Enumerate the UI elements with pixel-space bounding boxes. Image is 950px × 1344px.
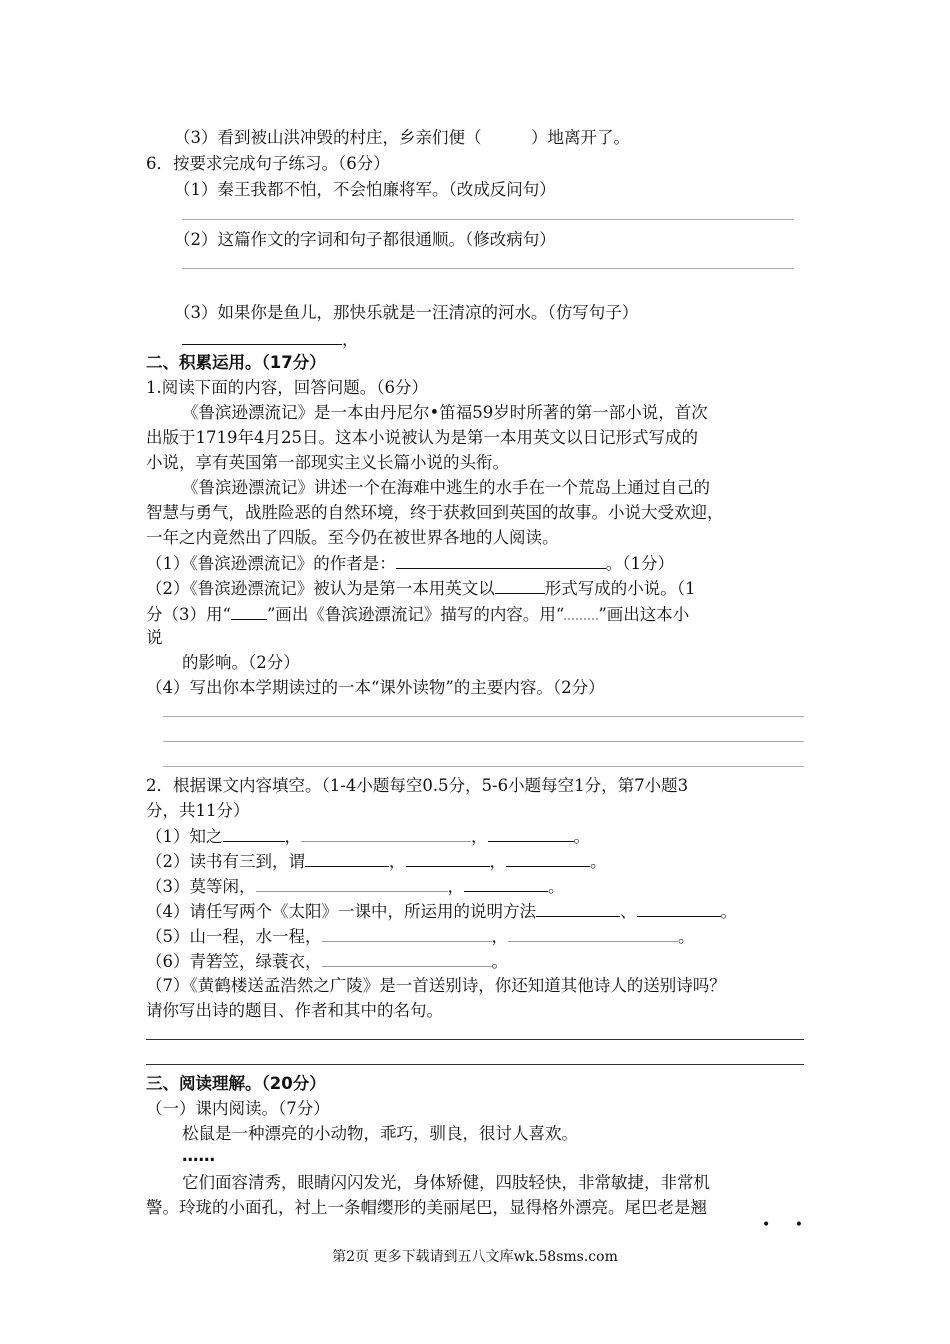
reading-line: 松鼠是一种漂亮的小动物，乖巧，驯良，很讨人喜欢。: [182, 1124, 578, 1143]
answer-line[interactable]: [146, 1064, 804, 1065]
q1-3-wrap: 说: [146, 628, 163, 647]
q2-heading: 2．根据课文内容填空。（1-4小题每空0.5分，5-6小题每空1分，第7小题3: [146, 776, 689, 795]
reading-ellipsis: ……: [182, 1146, 215, 1165]
q1-2-row: [146, 577, 696, 600]
comma: ，: [389, 852, 406, 871]
q1-2-suffix: 形式写成的小说。（1: [544, 579, 696, 598]
reading-line: 警。玲珑的小面孔，衬上一条帽缨形的美丽尾巴，显得格外漂亮。尾巴老是翘: [146, 1198, 707, 1217]
page-footer: 第2页 更多下载请到五八文库wk.58sms.com: [332, 1249, 618, 1265]
period: 。: [548, 877, 565, 896]
q1-3-points: 的影响。（2分）: [182, 653, 300, 672]
fill-prompt: （6）青箬笠，绿蓑衣，: [146, 952, 322, 971]
passage-line: 小说，享有英国第一部现实主义长篇小说的头衔。: [146, 453, 509, 472]
section-3-heading: 三、阅读理解。（20分）: [146, 1074, 326, 1093]
fill-blank[interactable]: [488, 825, 574, 842]
period: 。: [491, 952, 508, 971]
q6-3-text: （3）如果你是鱼儿，那快乐就是一汪清凉的河水。（仿写句子）: [174, 303, 639, 322]
fill-blank[interactable]: [182, 328, 342, 345]
q1-3-suffix: ”画出这本小: [598, 605, 690, 624]
fill-blank[interactable]: [223, 825, 285, 842]
subsection-heading: （一）课内阅读。（7分）: [146, 1099, 330, 1118]
q1-heading: 1.阅读下面的内容，回答问题。（6分）: [146, 378, 428, 397]
comma: ，: [491, 927, 508, 946]
fill-blank[interactable]: [464, 875, 548, 892]
period: 。: [678, 927, 695, 946]
fill-row-3: [146, 875, 565, 898]
answer-line[interactable]: [182, 219, 794, 220]
passage-line: 智慧与勇气，战胜险恶的自然环境，终于获救回到英国的故事。小说大受欢迎，: [146, 503, 724, 522]
fill-prompt: （2）读书有三到，谓: [146, 852, 305, 871]
section-2-heading: 二、积累运用。（17分）: [146, 353, 326, 372]
fill-blank[interactable]: [305, 850, 389, 867]
comma: ，: [447, 877, 464, 896]
fill-blank[interactable]: [301, 825, 471, 842]
q6-1-text: （1）秦王我都不怕，不会怕廉将军。（改成反问句）: [174, 180, 556, 199]
q1-1-prompt: （1）《鲁滨逊漂流记》的作者是：: [146, 554, 396, 573]
comma: ，: [471, 827, 488, 846]
q1-3-prefix: 分（3）用“: [146, 605, 231, 624]
fill-prompt: （5）山一程，水一程，: [146, 927, 322, 946]
answer-line[interactable]: [163, 741, 804, 742]
underline-sample: [231, 603, 267, 620]
fill-row-7: （7）《黄鹤楼送孟浩然之广陵》是一首送别诗，你还知道其他诗人的送别诗吗？: [146, 976, 726, 995]
q1-3-row: [146, 602, 689, 626]
answer-line[interactable]: [163, 716, 804, 717]
fill-prompt: （1）知之: [146, 827, 223, 846]
q5-3-text: （3）看到被山洪冲毁的村庄，乡亲们便（ ）地离开了。: [174, 128, 630, 147]
fill-blank[interactable]: [322, 950, 492, 967]
period: 。: [720, 902, 737, 921]
fill-row-1: （1）知之 ， ， 。: [146, 827, 590, 846]
fill-blank[interactable]: [256, 875, 448, 892]
fill-blank[interactable]: [508, 925, 678, 942]
passage-line: 《鲁滨逊漂流记》讲述一个在海难中逃生的水手在一个荒岛上通过自己的: [182, 478, 710, 497]
fill-row-6: [146, 950, 508, 973]
fill-row-5: [146, 925, 695, 948]
reading-line: 它们面容清秀，眼睛闪闪发光，身体矫健，四肢轻快，非常敏捷，非常机: [182, 1173, 710, 1192]
q1-1-points: 。（1分）: [605, 554, 674, 573]
fill-blank[interactable]: [506, 850, 590, 867]
period: 。: [573, 827, 590, 846]
answer-line[interactable]: [163, 766, 804, 767]
q1-2-prompt: （2）《鲁滨逊漂流记》被认为是第一本用英文以: [146, 579, 495, 598]
period: 。: [590, 852, 607, 871]
fill-blank[interactable]: [637, 900, 721, 917]
passage-line: 《鲁滨逊漂流记》是一本由丹尼尔•笛福59岁时所著的第一部小说，首次: [182, 403, 708, 422]
fill-blank[interactable]: [406, 850, 490, 867]
fill-blank[interactable]: [495, 577, 545, 594]
q1-3-middle: ”画出《鲁滨逊漂流记》描写的内容。用“: [266, 605, 565, 624]
q6-2-text: （2）这篇作文的字词和句子都很通顺。（修改病句）: [174, 230, 556, 249]
comma: ，: [342, 330, 359, 349]
q6-heading: 6．按要求完成句子练习。（6分）: [146, 154, 390, 173]
fill-prompt: （3）莫等闲，: [146, 877, 256, 896]
passage-line: 出版于1719年4月25日。这本小说被认为是第一本用英文以日记形式写成的: [146, 428, 698, 447]
answer-line[interactable]: [146, 1039, 804, 1040]
fill-blank[interactable]: [536, 900, 620, 917]
q1-4-text: （4）写出你本学期读过的一本“课外读物”的主要内容。（2分）: [146, 678, 605, 697]
fill-row-7-cont: 请你写出诗的题目、作者和其中的名句。: [146, 1001, 443, 1020]
answer-line[interactable]: [182, 268, 794, 269]
passage-line: 一年之内竟然出了四版。至今仍在被世界各地的人阅读。: [146, 528, 559, 547]
q1-1-row: [146, 552, 674, 575]
wavy-line-sample: [564, 602, 598, 620]
separator: 、: [620, 902, 637, 921]
fill-prompt: （4）请任写两个《太阳》一课中，所运用的说明方法: [146, 902, 536, 921]
emphasis-dots: • •: [762, 1217, 813, 1233]
q6-3-blank-row: [182, 328, 359, 351]
q2-heading-cont: 分，共11分）: [146, 801, 250, 820]
fill-row-4: [146, 900, 737, 923]
fill-blank[interactable]: [396, 552, 606, 569]
fill-blank[interactable]: [322, 925, 492, 942]
fill-row-2: （2）读书有三到，谓 ， ， 。: [146, 852, 607, 871]
